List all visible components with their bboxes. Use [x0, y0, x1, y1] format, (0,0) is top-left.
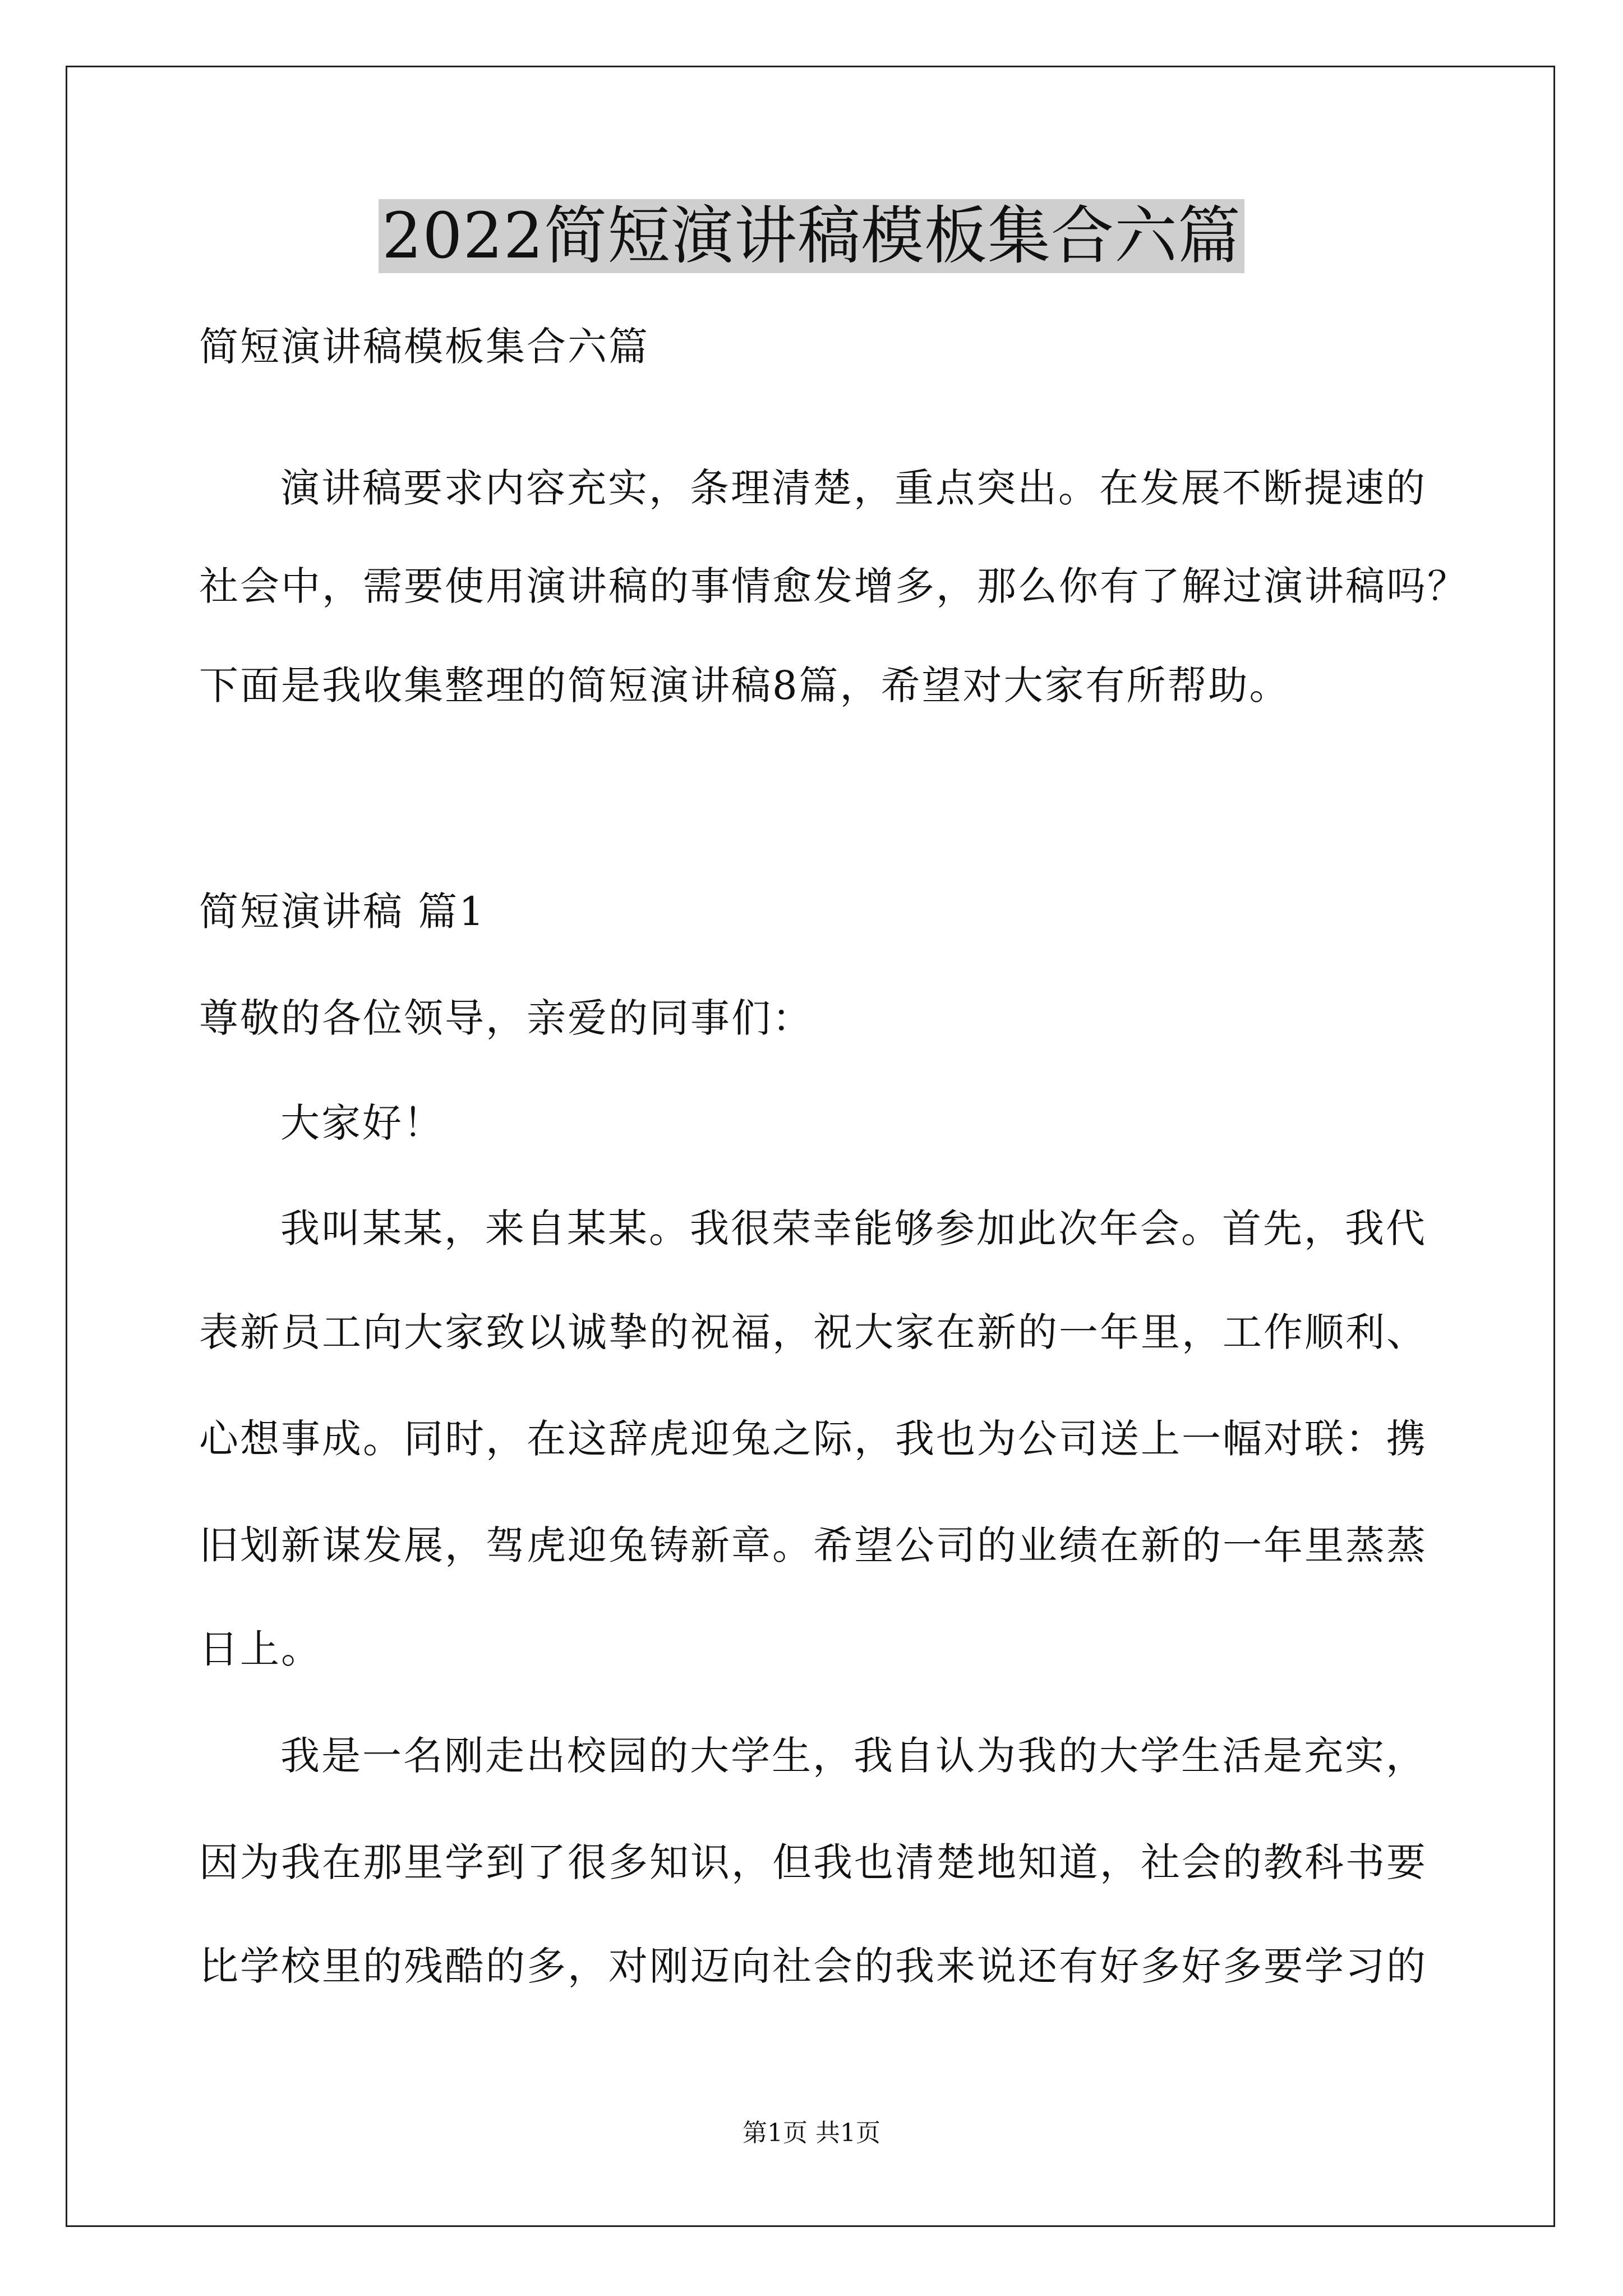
body-line-1: 我叫某某，来自某某。我很荣幸能够参加此次年会。首先，我代: [280, 1205, 1427, 1251]
body-line-4: 旧划新谋发展，驾虎迎兔铸新章。希望公司的业绩在新的一年里蒸蒸: [199, 1522, 1427, 1568]
body-line-3: 心想事成。同时，在这辞虎迎兔之际，我也为公司送上一幅对联：携: [199, 1416, 1427, 1462]
intro-line-3: 下面是我收集整理的简短演讲稿8篇，希望对大家有所帮助。: [199, 662, 1290, 708]
salutation-line: 尊敬的各位领导，亲爱的同事们：: [199, 995, 813, 1041]
body-line-8: 比学校里的残酷的多，对刚迈向社会的我来说还有好多好多要学习的: [199, 1943, 1427, 1989]
page-footer: 第1页 共1页: [743, 2119, 880, 2147]
body-line-2: 表新员工向大家致以诚挚的祝福，祝大家在新的一年里，工作顺利、: [199, 1309, 1427, 1355]
intro-line-1: 演讲稿要求内容充实，条理清楚，重点突出。在发展不断提速的: [280, 465, 1427, 511]
greeting-line: 大家好！: [280, 1100, 444, 1146]
section-heading: 简短演讲稿 篇1: [199, 889, 486, 935]
body-line-5: 日上。: [199, 1626, 322, 1672]
document-title: [0, 199, 1623, 273]
document-title-text: 2022简短演讲稿模板集合六篇: [379, 199, 1244, 273]
body-line-7: 因为我在那里学到了很多知识，但我也清楚地知道，社会的教科书要: [199, 1839, 1427, 1885]
subtitle-line: 简短演讲稿模板集合六篇: [199, 324, 649, 370]
intro-line-2: 社会中，需要使用演讲稿的事情愈发增多，那么你有了解过演讲稿吗？: [199, 563, 1468, 609]
body-line-6: 我是一名刚走出校园的大学生，我自认为我的大学生活是充实，: [280, 1733, 1427, 1779]
